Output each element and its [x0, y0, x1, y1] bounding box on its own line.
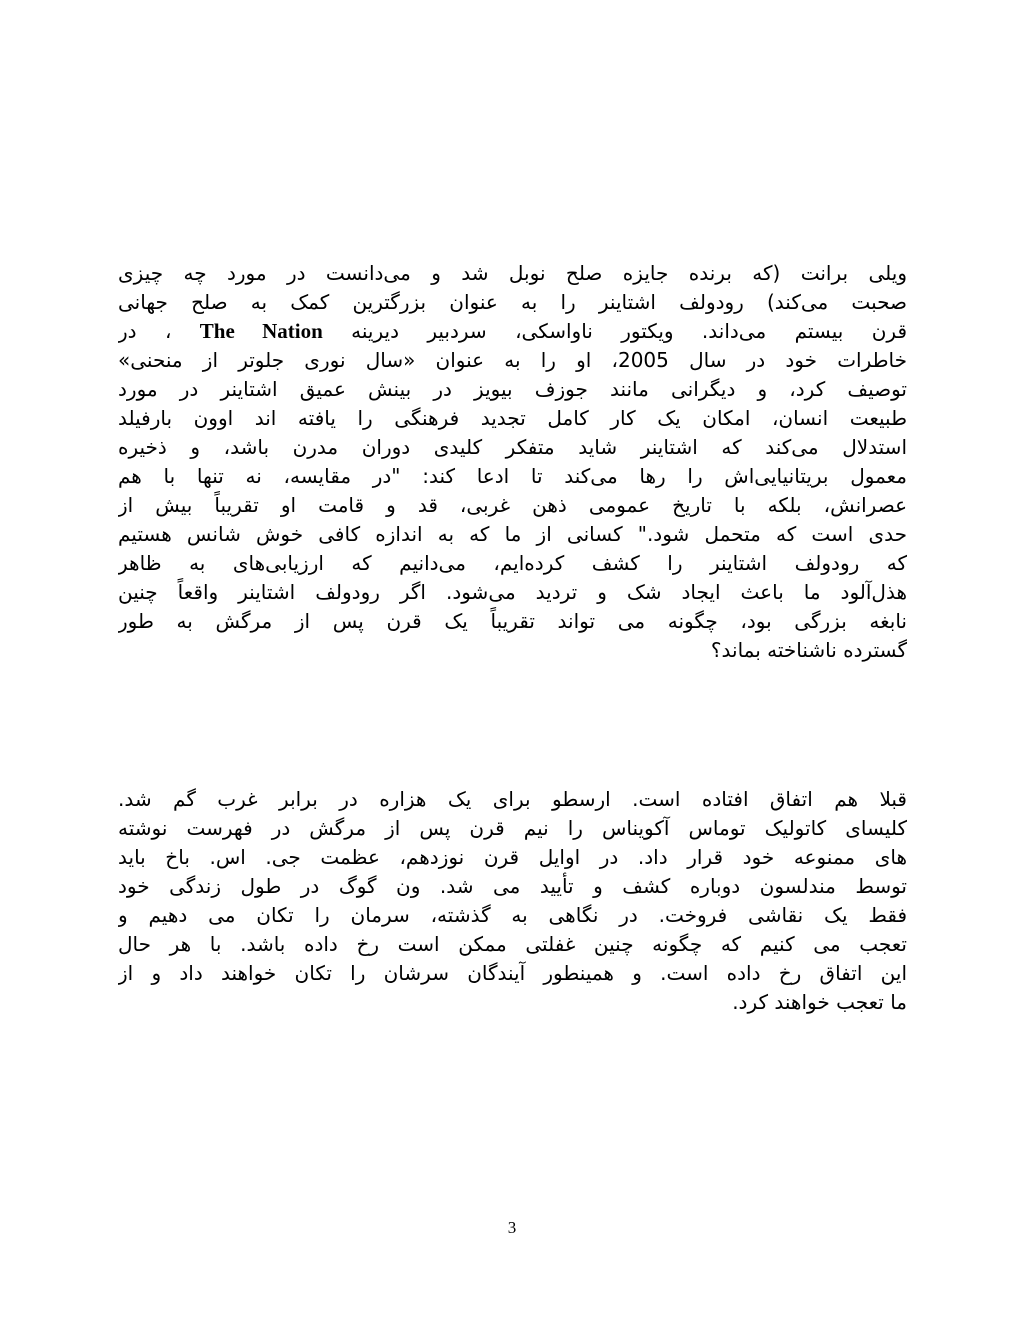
magazine-name: The Nation	[199, 319, 323, 343]
text-line: تعجب می کنیم که چگونه چنین غفلتی ممکن است رخ داده باشد. با هر حال	[118, 932, 907, 956]
text-line: عصرانش، بلکه با تاریخ عمومی ذهن غربی، قد و قامت او تقریباً بیش از	[118, 493, 907, 517]
text-line: توصیف کرد، و دیگرانی مانند جوزف بیویز در بینش عمیق اشتاینر در مورد	[118, 377, 907, 401]
text-line: طبیعت انسان، امکان یک کار کامل تجدید فرهنگی را یافته اند اوون بارفیلد	[118, 406, 907, 430]
text-line-part: ، در	[118, 319, 172, 343]
text-line: معمول بریتانیایی‌اش را رها می‌کند تا ادعا کند: "در مقایسه، نه تنها با هم	[118, 464, 907, 488]
text-line-part: قرن بیستم می‌داند. ویکتور ناواسکی، سردبیر دیرینه	[351, 319, 907, 343]
text-line: ما تعجب خواهند کرد.	[732, 990, 907, 1014]
page-number: 3	[507, 1218, 517, 1237]
text-line: که رودولف اشتاینر را کشف کرده‌ایم، می‌دانیم که ارزیابی‌های به ظاهر	[118, 551, 907, 575]
text-line: استدلال می‌کند که اشتاینر شاید متفکر کلیدی دوران مدرن باشد، و ذخیره	[118, 435, 907, 459]
text-line: این اتفاق رخ داده است. و همینطور آیندگان سرشان را تکان خواهند داد و از	[118, 961, 907, 985]
text-line: توسط مندلسون دوباره کشف و تأیید می شد. ون گوگ در طول زندگی خود	[118, 874, 907, 898]
text-line: صحبت می‌کند) رودولف اشتاینر را به عنوان بزرگترین کمک به صلح جهانی	[118, 290, 907, 314]
text-line: حدی است که متحمل شود." کسانی از ما که به اندازه کافی خوش شانس هستیم	[118, 522, 907, 546]
text-line: قبلا هم اتفاق افتاده است. ارسطو برای یک هزاره در برابر غرب گم شد.	[118, 787, 907, 811]
text-line: های ممنوعه خود قرار داد. در اوایل قرن نوزدهم، عظمت جی. اس. باخ باید	[118, 845, 907, 869]
text-line: ویلی برانت (که برنده جایزه صلح نوبل شد و می‌دانست در مورد چه چیزی	[118, 261, 907, 285]
text-line: کلیسای کاتولیک توماس آکویناس را نیم قرن پس از مرگش در فهرست نوشته	[118, 816, 907, 840]
text-line: هذل‌آلود ما باعث ایجاد شک و تردید می‌شود. اگر رودولف اشتاینر واقعاً چنین	[118, 580, 907, 604]
text-line: نابغه بزرگی بود، چگونه می تواند تقریباً یک قرن پس از مرگش به طور	[118, 609, 907, 633]
text-line: خاطرات خود در سال 2005، او را به عنوان «سال نوری جلوتر از منحنی»	[118, 348, 907, 372]
text-line: فقط یک نقاشی فروخت. در نگاهی به گذشته، سرمان را تکان می دهیم و	[118, 903, 907, 927]
text-line: گسترده ناشناخته بماند؟	[710, 638, 907, 662]
paragraph-2	[118, 785, 907, 1017]
text-line	[118, 317, 907, 346]
paragraph-1	[118, 259, 907, 665]
